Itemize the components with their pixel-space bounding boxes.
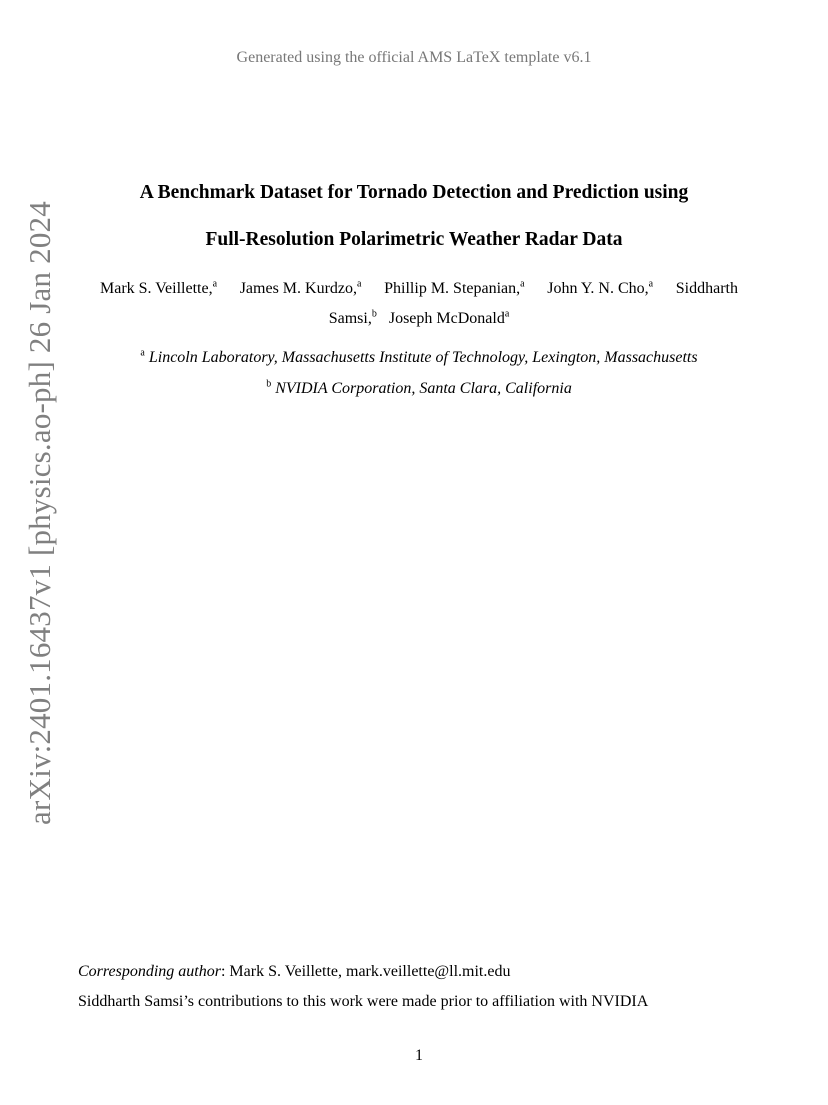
author-name: Samsi, bbox=[328, 310, 372, 327]
page-number: 1 bbox=[415, 1047, 423, 1064]
author bbox=[329, 310, 377, 327]
author bbox=[676, 279, 738, 299]
affiliation-text: Lincoln Laboratory, Massachusetts Institute of Technology, Lexington, Massachusetts bbox=[148, 349, 698, 366]
author-name: John Y. N. Cho, bbox=[547, 280, 649, 297]
affiliation-mark: a bbox=[212, 278, 218, 290]
author-name: Mark S. Veillette, bbox=[100, 280, 213, 297]
paper-title-line-1: A Benchmark Dataset for Tornado Detection and Prediction using bbox=[139, 182, 689, 203]
corresponding-author-label: Corresponding author bbox=[78, 963, 221, 980]
affiliation-mark: a bbox=[648, 278, 654, 290]
corresponding-author-text: : Mark S. Veillette, mark.veillette@ll.mit.edu bbox=[220, 963, 511, 980]
affiliation-mark: a bbox=[140, 347, 145, 359]
affiliation-mark: a bbox=[504, 308, 510, 320]
author bbox=[547, 279, 653, 299]
affiliation-text: NVIDIA Corporation, Santa Clara, California bbox=[275, 380, 572, 397]
author-name: Phillip M. Stepanian, bbox=[384, 280, 521, 297]
author bbox=[100, 279, 217, 299]
affiliation-mark: b bbox=[371, 308, 377, 320]
author bbox=[384, 279, 524, 299]
author-list-row-1 bbox=[100, 279, 738, 299]
affiliation-mark: a bbox=[520, 278, 525, 290]
arxiv-identifier-stamp[interactable]: arXiv:2401.16437v1 [physics.ao-ph] 26 Jan 2024 bbox=[22, 201, 57, 825]
paper-title-line-2: Full-Resolution Polarimetric Weather Radar Data bbox=[205, 229, 623, 250]
affiliation-a bbox=[0, 348, 828, 368]
template-note: Generated using the official AMS LaTeX template v6.1 bbox=[236, 49, 592, 66]
affiliation-mark: b bbox=[266, 378, 272, 390]
affiliation-mark: a bbox=[357, 278, 362, 290]
author-name: James M. Kurdzo, bbox=[239, 280, 358, 297]
corresponding-author-footnote bbox=[78, 962, 510, 982]
author bbox=[240, 279, 362, 299]
author-name: Siddharth bbox=[675, 280, 738, 297]
contribution-footnote: Siddharth Samsi’s contributions to this work were made prior to affiliation with NVIDIA bbox=[78, 993, 649, 1010]
author bbox=[389, 310, 509, 327]
author-list-row-2 bbox=[100, 309, 738, 329]
author-name: Joseph McDonald bbox=[388, 310, 505, 327]
affiliation-b bbox=[0, 379, 828, 399]
